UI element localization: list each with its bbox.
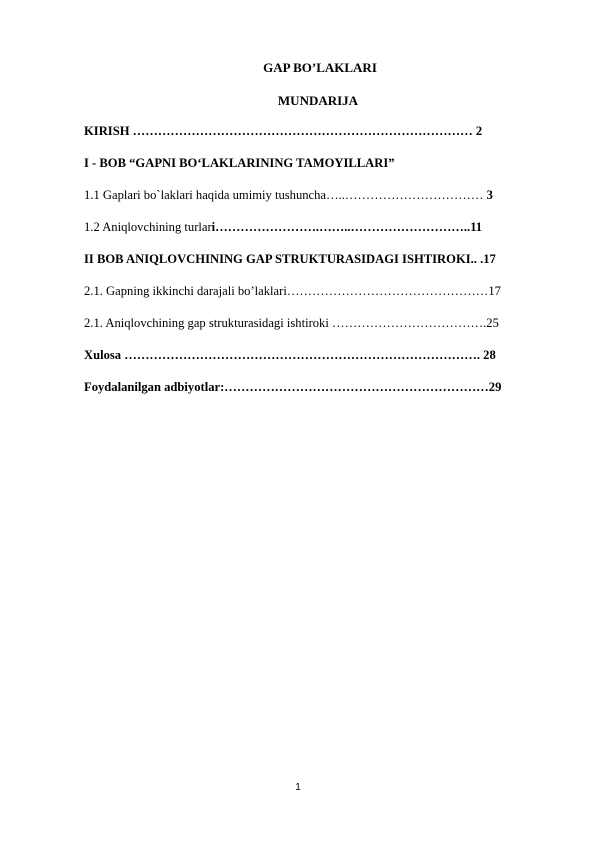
toc-entry-1-2-text: 1.2 Aniqlovchining turlar — [84, 220, 212, 234]
toc-entry-1-1 — [84, 187, 493, 203]
toc-entry-1-1-page: 3 — [486, 188, 493, 202]
toc-entry-1-2 — [84, 219, 482, 235]
toc-entry-chapter-1: I - BOB “GAPNI BO‘LAKLARINING TAMOYILLARI” — [84, 156, 395, 170]
toc-entry-1-1-text: 1.1 Gaplari bo`laklari haqida umimiy tushuncha…..…………………………… — [84, 188, 487, 202]
document-title: GAP BO’LAKLARI — [263, 60, 377, 75]
toc-entry-xulosa: Xulosa …………………………………………………………………………. 28 — [84, 348, 496, 362]
toc-entry-2-1-b: 2.1. Aniqlovchining gap strukturasidagi ishtiroki ……………………………….25 — [84, 316, 499, 330]
page-number: 1 — [295, 782, 301, 793]
toc-entry-2-1-a: 2.1. Gapning ikkinchi darajali bo’laklari…………………………………………17 — [84, 284, 501, 298]
toc-entry-kirish: KIRISH ……………………………………………………………………… 2 — [84, 124, 483, 138]
toc-heading: MUNDARIJA — [277, 93, 359, 108]
toc-entry-references: Foydalanilgan adbiyotlar:………………………………………………………29 — [84, 380, 502, 394]
toc-entry-chapter-2: II BOB ANIQLOVCHINING GAP STRUKTURASIDAGI ISHTIROKI.. .17 — [84, 252, 496, 266]
toc-entry-1-2-page: i…………………….……..………………………..11 — [211, 220, 483, 234]
